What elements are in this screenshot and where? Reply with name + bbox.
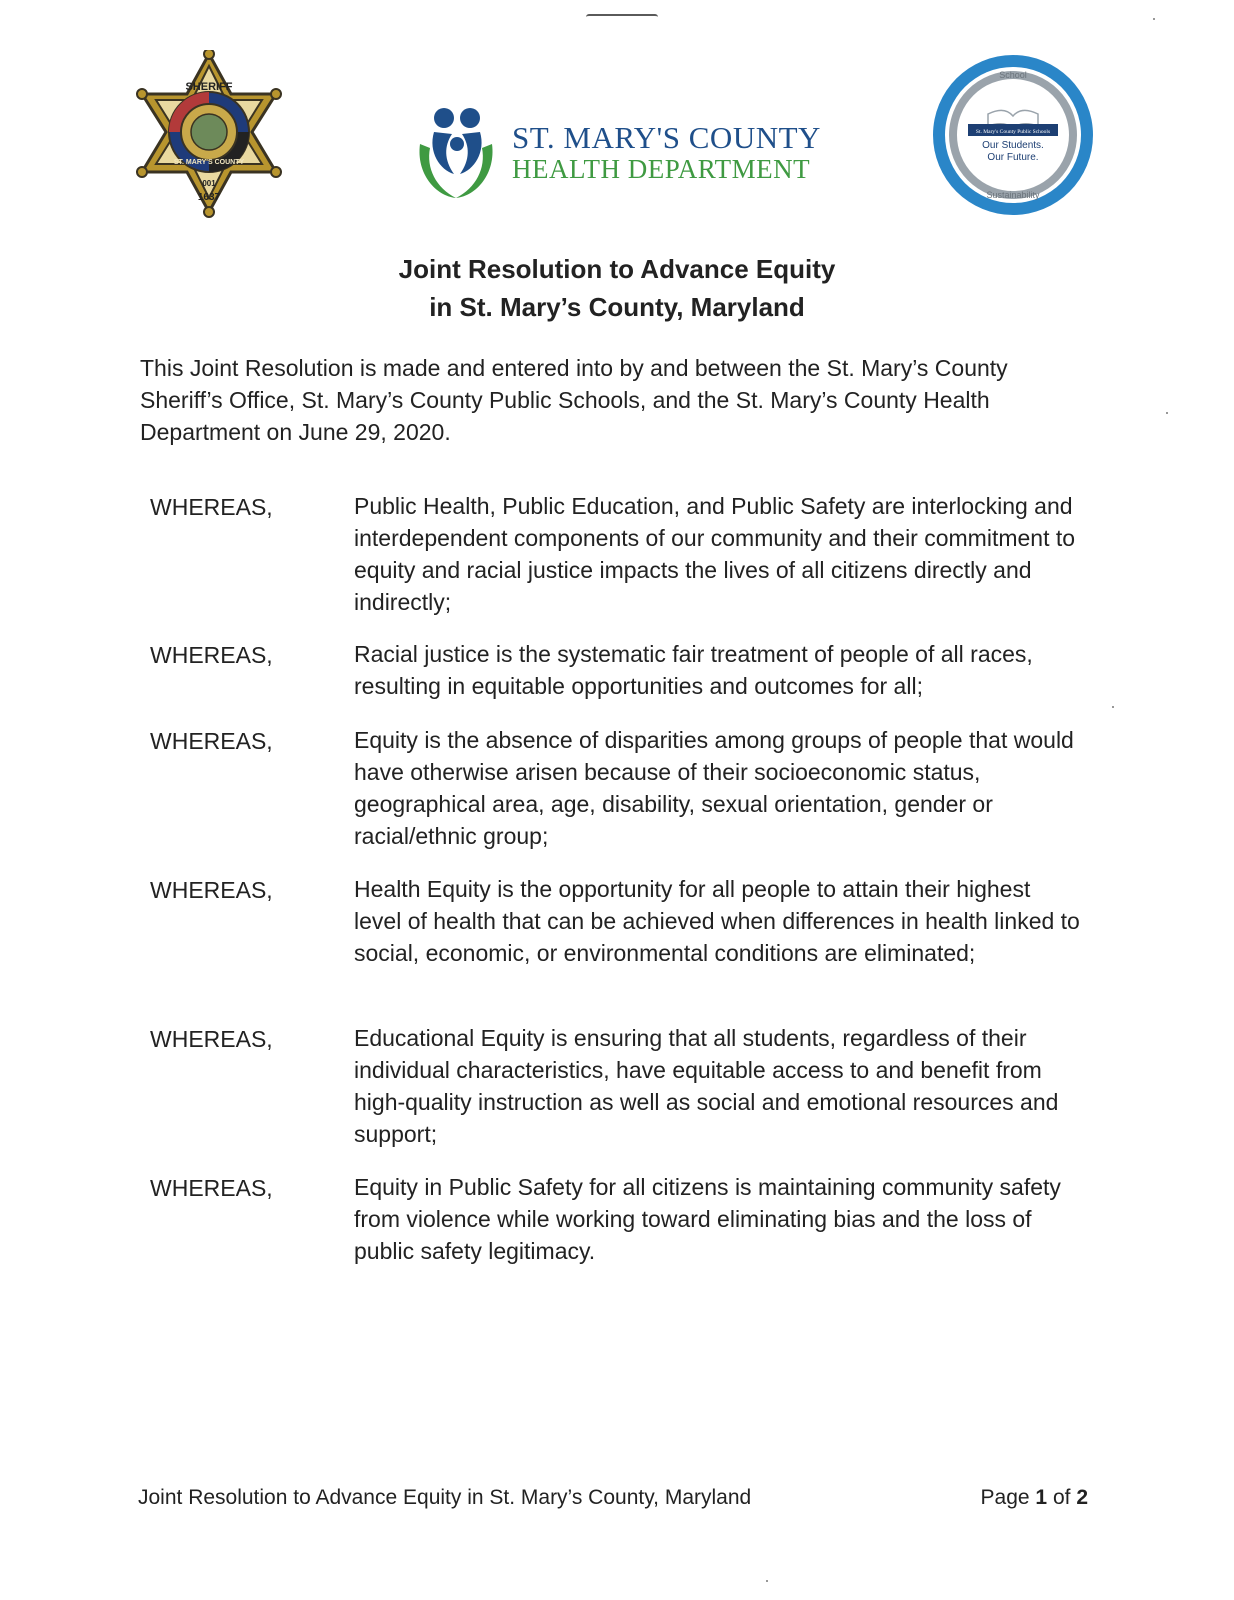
health-department-logo bbox=[410, 98, 830, 208]
sheriff-badge-ring-text: ST. MARY'S COUNTY bbox=[173, 159, 245, 166]
clause-label: WHEREAS, bbox=[150, 642, 273, 668]
clause-text: Racial justice is the systematic fair treatment of people of all races, resulting in equitable opportunities and outcomes for all; bbox=[354, 641, 1033, 699]
health-logo-line1: ST. MARY'S COUNTY bbox=[512, 120, 821, 155]
staple-mark bbox=[586, 14, 658, 21]
sheriff-badge-year: 1637 bbox=[197, 192, 221, 203]
family-hands-icon bbox=[410, 104, 502, 202]
clause-text: Equity in Public Safety for all citizens is maintaining community safety from violence while working toward eliminating bias and the loss of public safety legitimacy. bbox=[354, 1174, 1061, 1264]
page-current: 1 bbox=[1035, 1486, 1048, 1509]
sheriff-badge-logo bbox=[134, 50, 284, 220]
scan-speck bbox=[1112, 706, 1114, 708]
sheriff-badge-number: 001 bbox=[202, 179, 216, 188]
schools-seal-banner: St. Mary's County Public Schools bbox=[975, 129, 1051, 135]
public-schools-seal-logo bbox=[930, 52, 1096, 218]
schools-seal-ring-top: School bbox=[999, 70, 1027, 80]
scan-speck bbox=[1153, 18, 1155, 20]
clause-label: WHEREAS, bbox=[150, 494, 273, 520]
schools-seal-motto-line1: Our Students. bbox=[982, 140, 1044, 151]
clause-text: Equity is the absence of disparities among groups of people that would have otherwise arisen because of their socioeconomic status, geographical area, age, disability, sexual orientation, gender or racial/ethnic group; bbox=[354, 727, 1074, 849]
page-number bbox=[981, 1486, 1088, 1510]
document-title-line1: Joint Resolution to Advance Equity bbox=[398, 254, 836, 284]
page-total: 2 bbox=[1076, 1486, 1088, 1509]
scan-speck bbox=[1166, 412, 1168, 414]
clause-label: WHEREAS, bbox=[150, 1175, 273, 1201]
sheriff-star-badge-icon bbox=[134, 50, 284, 220]
health-logo-line2: HEALTH DEPARTMENT bbox=[512, 154, 811, 184]
clause-label: WHEREAS, bbox=[150, 1026, 273, 1052]
page-word: Page bbox=[980, 1486, 1030, 1509]
schools-seal-ring-bottom: Sustainability bbox=[986, 190, 1040, 200]
schools-seal-motto-line2: Our Future. bbox=[987, 152, 1039, 163]
intro-paragraph: This Joint Resolution is made and entered into by and between the St. Mary’s County Sheriff’s Office, St. Mary’s County Public Schools, and the St. Mary’s County Health Department on June 29, 2020. bbox=[140, 355, 1008, 445]
scan-speck bbox=[766, 1580, 768, 1582]
page-of: of bbox=[1052, 1486, 1071, 1509]
clause-label: WHEREAS, bbox=[150, 728, 273, 754]
footer-title: Joint Resolution to Advance Equity in St. Mary’s County, Maryland bbox=[138, 1486, 752, 1509]
clause-text: Public Health, Public Education, and Public Safety are interlocking and interdependent components of our community and their commitment to equity and racial justice impacts the lives of all citizens directly and indirectly; bbox=[354, 493, 1076, 615]
clause-label: WHEREAS, bbox=[150, 877, 273, 903]
sheriff-badge-top-text: SHERIFF bbox=[185, 81, 233, 93]
document-title-line2: in St. Mary’s County, Maryland bbox=[429, 292, 805, 322]
clause-text: Educational Equity is ensuring that all students, regardless of their individual characteristics, have equitable access to and benefit from high-quality instruction as well as social and emotional resources and support; bbox=[354, 1025, 1059, 1147]
schools-seal-icon bbox=[930, 52, 1096, 218]
clause-text: Health Equity is the opportunity for all people to attain their highest level of health that can be achieved when differences in health linked to social, economic, or environmental conditions are eliminated; bbox=[354, 876, 1080, 966]
